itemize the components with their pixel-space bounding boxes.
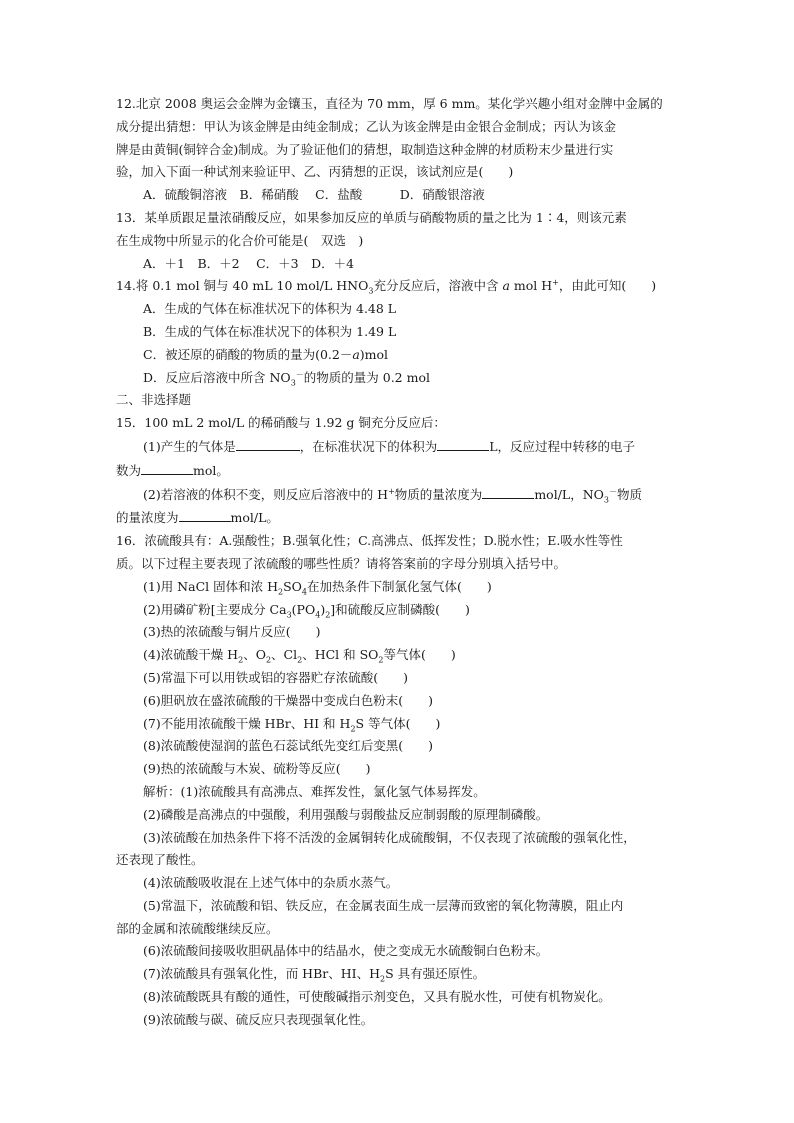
q15-text: (1)产生的气体是 — [143, 438, 236, 454]
analysis-subscript: 2 — [379, 974, 386, 984]
q16-text: (PO — [291, 601, 316, 617]
q14-stem-subscript: 3 — [368, 286, 374, 296]
q16-subscript: 2 — [350, 724, 356, 734]
question-16 — [116, 530, 686, 781]
q13-line-1: 13．某单质跟足量浓硝酸反应，如果参加反应的单质与硝酸物质的量之比为 1∶4，则该元素 — [116, 209, 627, 225]
question-15 — [116, 412, 686, 530]
q14-option-a: A．生成的气体在标准状况下的体积为 4.48 L — [143, 301, 397, 317]
q16-subscript: 2 — [297, 655, 303, 665]
q15-text: mol。 — [193, 462, 229, 478]
q16-subscript: 2 — [325, 610, 331, 620]
q16-subscript: 4 — [315, 610, 321, 620]
q16-text: S 等气体( ) — [355, 715, 441, 731]
q14-option-d-subscript: 3 — [290, 378, 296, 388]
analysis-section — [116, 781, 686, 1032]
q16-subscript: 2 — [238, 655, 244, 665]
q15-subscript: 3 — [603, 495, 609, 505]
analysis-text: (7)浓硫酸具有强氧化性，而 HBr、HI、H — [143, 966, 380, 982]
analysis-5-line-1: (5)常温下，浓硫酸和铝、铁反应，在金属表面生成一层薄而致密的氧化物薄膜，阻止内 — [143, 897, 624, 913]
q15-stem: 15．100 mL 2 mol/L 的稀硝酸与 1.92 g 铜充分反应后： — [116, 415, 446, 431]
q12-line-2: 成分提出猜想：甲认为该金牌是由纯金制成；乙认为该金牌是由金银合金制成；丙认为该金 — [116, 118, 617, 134]
q14-variable-a: a — [502, 278, 510, 294]
q14-option-c-part: C．被还原的硝酸的物质的量为(0.2－ — [143, 346, 353, 362]
q14-option-d-part: D．反应后溶液中所含 NO — [143, 369, 291, 385]
section-title: 二、非选择题 — [116, 392, 192, 408]
analysis-text: S 具有强还原性。 — [385, 966, 486, 982]
q14-option-b: B．生成的气体在标准状况下的体积为 1.49 L — [143, 323, 397, 339]
q16-text: (7)不能用浓硫酸干燥 HBr、HI 和 H — [143, 715, 351, 731]
q15-text: 物质 — [616, 486, 642, 502]
analysis-8: (8)浓硫酸既具有酸的通性，可使酸碱指示剂变色，又具有脱水性，可使有机物炭化。 — [143, 989, 611, 1005]
q16-text: 等气体( ) — [383, 647, 456, 663]
analysis-5-line-2: 部的金属和浓硫酸继续反应。 — [116, 920, 279, 936]
q13-line-2: 在生成物中所显示的化合价可能是( 双选 ) — [116, 232, 364, 248]
question-13 — [116, 207, 686, 275]
q16-subscript: 2 — [277, 587, 284, 597]
q16-text: ]和硫酸反应制磷酸( ) — [330, 601, 470, 617]
q16-item-5: (5)常温下可以用铁或铝的容器贮存浓硫酸( ) — [143, 669, 408, 685]
analysis-4: (4)浓硫酸吸收混在上述气体中的杂质水蒸气。 — [143, 875, 399, 891]
q15-part-2 — [116, 483, 686, 507]
q16-item-4 — [116, 644, 686, 667]
analysis-1: 解析：(1)浓硫酸具有高沸点、难挥发性，氯化氢气体易挥发。 — [143, 783, 486, 799]
q16-subscript: 2 — [265, 655, 272, 665]
q16-text: 、HCl 和 SO — [302, 647, 379, 663]
q15-text: mol/L。 — [230, 510, 279, 526]
q15-text: ，在标准状况下的体积为 — [299, 438, 438, 454]
q14-option-d — [116, 367, 686, 390]
q16-subscript: 4 — [301, 587, 307, 597]
q12-line-4: 验，加入下面一种试剂来验证甲、乙、丙猜想的正误，该试剂应是( ) — [116, 164, 514, 180]
q14-stem — [116, 275, 686, 298]
q16-text: SO — [283, 578, 302, 594]
document-page — [116, 93, 686, 1032]
q16-line-1: 16．浓硫酸具有：A.强酸性；B.强氧化性；C.高沸点、低挥发性；D.脱水性；E.吸水性等性 — [116, 533, 623, 549]
q16-item-2 — [116, 599, 686, 622]
q14-stem-part: 14.将 0.1 mol 铜与 40 mL 10 mol/L HNO — [116, 278, 369, 294]
q16-subscript: 2 — [378, 655, 384, 665]
q14-stem-part: ，由此可知( ) — [558, 278, 657, 294]
q16-item-7 — [116, 713, 686, 736]
q13-options: A．＋1 B．＋2 C．＋3 D．＋4 — [143, 255, 355, 271]
q16-item-1 — [116, 576, 686, 599]
q12-line-3: 牌是由黄铜(铜锌合金)制成。为了验证他们的猜想，取制造这种金牌的材质粉末少量进行实 — [116, 141, 614, 157]
q15-text: 的量浓度为 — [116, 510, 179, 526]
question-12 — [116, 93, 686, 207]
question-14 — [116, 275, 686, 389]
analysis-3-line-1: (3)浓硫酸在加热条件下将不活泼的金属铜转化成硫酸铜，不仅表现了浓硫酸的强氧化性， — [143, 829, 636, 845]
q16-line-2: 质。以下过程主要表现了浓硫酸的哪些性质？请将答案前的字母分别填入括号中。 — [116, 555, 567, 571]
q16-item-6: (6)胆矾放在盛浓硫酸的干燥器中变成白色粉末( ) — [143, 692, 433, 708]
q14-stem-part: 充分反应后，溶液中含 — [373, 278, 503, 294]
q16-item-9: (9)热的浓硫酸与木炭、硫粉等反应( ) — [143, 761, 371, 777]
q16-item-3: (3)热的浓硫酸与铜片反应( ) — [143, 624, 321, 640]
q16-text: (2)用磷矿粉[主要成分 Ca — [143, 601, 287, 617]
analysis-7 — [116, 963, 686, 986]
answer-blank[interactable] — [482, 483, 534, 499]
q15-text: L，反应过程中转移的电子 — [489, 438, 636, 454]
q14-option-c-part: )mol — [359, 346, 389, 362]
q15-part-1 — [116, 435, 686, 459]
q16-item-8: (8)浓硫酸使湿润的蓝色石蕊试纸先变红后变黑( ) — [143, 738, 433, 754]
analysis-6: (6)浓硫酸间接吸收胆矾晶体中的结晶水，使之变成无水硫酸铜白色粉末。 — [143, 943, 549, 959]
q14-option-d-superscript: － — [295, 369, 304, 379]
answer-blank[interactable] — [437, 435, 489, 451]
q15-text: 物质的量浓度为 — [394, 486, 483, 502]
q15-text: mol/L，NO — [534, 486, 604, 502]
answer-blank[interactable] — [236, 435, 300, 451]
q14-option-c-variable: a — [352, 346, 360, 362]
analysis-2: (2)磷酸是高沸点的中强酸，利用强酸与弱酸盐反应制弱酸的原理制磷酸。 — [143, 806, 549, 822]
q12-options: A．硫酸铜溶液 B．稀硝酸 C．盐酸 D．硝酸银溶液 — [143, 187, 485, 203]
q15-part-1-cont — [116, 459, 686, 483]
q15-superscript: － — [608, 486, 617, 496]
analysis-9: (9)浓硫酸与碳、硫反应只表现强氧化性。 — [143, 1011, 374, 1027]
q16-text: (4)浓硫酸干燥 H — [143, 647, 239, 663]
q14-option-c — [116, 344, 686, 367]
analysis-3-line-2: 还表现了酸性。 — [116, 852, 204, 868]
q15-part-2-cont — [116, 506, 686, 530]
q15-superscript: + — [388, 486, 395, 496]
q16-text: 、O — [243, 647, 266, 663]
q16-text: ) — [320, 601, 326, 617]
answer-blank[interactable] — [141, 459, 193, 475]
q16-text: 在加热条件下制氯化氢气体( ) — [306, 578, 492, 594]
q14-stem-superscript: + — [552, 278, 559, 288]
q15-text: (2)若溶液的体积不变，则反应后溶液中的 H — [143, 486, 389, 502]
q14-stem-part: mol H — [509, 278, 553, 294]
answer-blank[interactable] — [179, 506, 231, 522]
q16-text: 、Cl — [271, 647, 298, 663]
q14-option-d-part: 的物质的量为 0.2 mol — [303, 369, 430, 385]
q15-text: 数为 — [116, 462, 142, 478]
q12-line-1: 12.北京 2008 奥运会金牌为金镶玉，直径为 70 mm，厚 6 mm。某化学兴趣小组对金牌中金属的 — [116, 96, 663, 111]
q16-text: (1)用 NaCl 固体和浓 H — [143, 578, 278, 594]
q16-subscript: 3 — [286, 610, 292, 620]
